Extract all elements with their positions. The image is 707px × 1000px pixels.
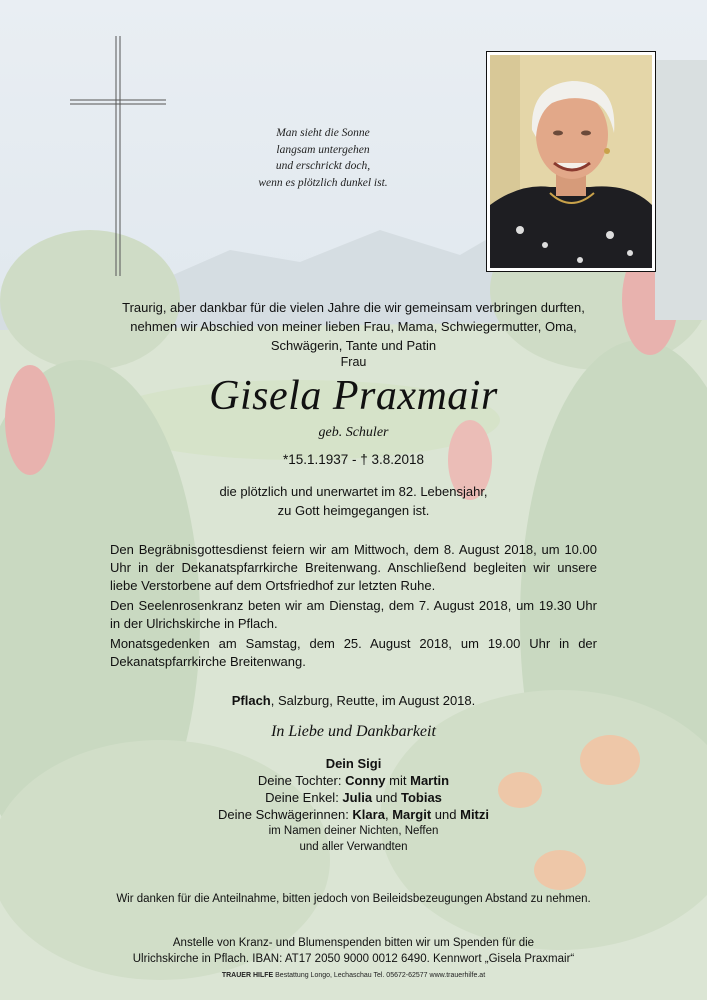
footer-brand: TRAUER HILFE	[221, 972, 274, 979]
place-rest: , Salzburg, Reutte, im August 2018.	[270, 693, 476, 708]
family-note: und aller Verwandten	[299, 841, 408, 853]
conjunction: mit	[385, 773, 411, 788]
funeral-paragraph: Den Begräbnisgottesdienst feiern wir am Mittwoch, dem 8. August 2018, um 10.00 Uhr in der Dekanatspfarrkirche Breitenwang. Anschließend begleiten wir unsere liebe Verstorbene auf dem Ortsfriedhof zur letzten Ruhe.	[110, 542, 597, 593]
footer-contact: Bestattung Longo, Lechaschau Tel. 05672-62577 www.trauerhilfe.at	[273, 972, 486, 979]
label: Deine Enkel:	[265, 790, 343, 805]
place-bold: Pflach	[231, 693, 271, 708]
birth-name: geb. Schuler	[318, 425, 389, 440]
donation-line: Ulrichskirche in Pflach. IBAN: AT17 2050 9000 0012 6490. Kennwort „Gisela Praxmair“	[132, 953, 575, 965]
portrait-image	[490, 55, 652, 268]
intro-text	[90, 298, 617, 355]
label: Deine Tochter:	[257, 773, 346, 788]
intro-line: nehmen wir Abschied von meiner lieben Frau, Mama, Schwiegermutter, Oma,	[130, 319, 577, 334]
sister-in-law: Margit	[392, 807, 432, 822]
love-heading: In Liebe und Dankbarkeit	[271, 723, 436, 740]
death-note-line: zu Gott heimgegangen ist.	[277, 503, 430, 518]
death-note-line: die plötzlich und unerwartet im 82. Lebensjahr,	[219, 484, 488, 499]
son-in-law: Martin	[410, 773, 450, 788]
donation-line: Anstelle von Kranz- und Blumenspenden bitten wir um Spenden für die	[172, 937, 535, 949]
husband: Dein Sigi	[325, 756, 382, 771]
grandchild: Tobias	[400, 790, 442, 805]
family-note: im Namen deiner Nichten, Neffen	[268, 825, 439, 837]
donation-note	[0, 935, 707, 967]
daughter: Conny	[345, 773, 386, 788]
deceased-name: Gisela Praxmair	[209, 373, 498, 419]
salutation: Frau	[340, 355, 367, 369]
poem-line: Man sieht die Sonne	[276, 127, 370, 139]
poem-line: langsam untergehen	[276, 143, 370, 156]
rosary-paragraph: Den Seelenrosenkranz beten wir am Dienstag, dem 7. August 2018, um 19.30 Uhr in der Ulrichskirche in Pflach.	[110, 598, 597, 631]
family-line	[0, 772, 707, 789]
intro-line: Traurig, aber dankbar für die vielen Jahre die wir gemeinsam verbringen durften,	[122, 300, 585, 315]
memorial-paragraph: Monatsgedenken am Samstag, dem 25. August 2018, um 19.00 Uhr in der Dekanatspfarrkirche Breitenwang.	[110, 636, 597, 669]
grandchild: Julia	[342, 790, 373, 805]
separator: ,	[384, 807, 393, 822]
intro-line: Schwägerin, Tante und Patin	[270, 338, 437, 353]
death-note	[0, 482, 707, 520]
label: Deine Schwägerinnen:	[218, 807, 353, 822]
place-date	[0, 693, 707, 708]
cross-icon	[70, 36, 166, 276]
poem-line: und erschrickt doch,	[275, 160, 371, 172]
thanks-note: Wir danken für die Anteilnahme, bitten jedoch von Beileidsbezeugungen Abstand zu nehmen.	[116, 893, 591, 905]
family-line	[0, 806, 707, 823]
family-line	[0, 789, 707, 806]
conjunction: und	[431, 807, 461, 822]
family-line	[0, 755, 707, 772]
sister-in-law: Klara	[352, 807, 385, 822]
poem-line: wenn es plötzlich dunkel ist.	[258, 176, 388, 189]
sister-in-law: Mitzi	[460, 807, 489, 822]
footer	[0, 972, 707, 979]
family-list	[0, 755, 707, 855]
conjunction: und	[372, 790, 401, 805]
poem	[228, 125, 418, 191]
portrait-photo	[486, 51, 656, 272]
life-dates: *15.1.1937 - † 3.8.2018	[282, 452, 425, 467]
